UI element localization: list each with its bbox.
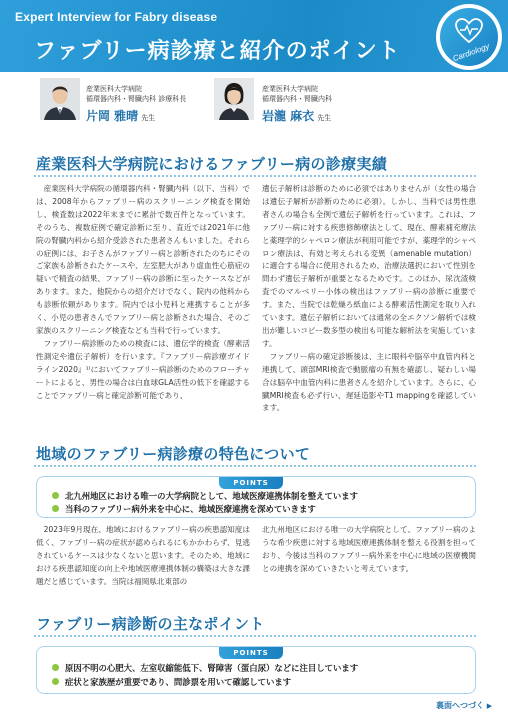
doctor-department: 循環器内科・腎臓内科 (262, 95, 332, 103)
banner-kicker: Expert Interview for Fabry disease (15, 10, 218, 24)
point-item (52, 676, 291, 688)
arrow-right-icon: ▶ (486, 702, 493, 710)
header-banner (0, 0, 508, 72)
heart-icon (454, 18, 484, 44)
doctor-name (262, 107, 331, 124)
section-divider (34, 175, 476, 177)
doctor-name (86, 107, 155, 124)
bullet-icon (52, 505, 59, 512)
doctor-department: 循環器内科・腎臓内科 診療科長 (86, 95, 187, 103)
badge-label: Cardiology (451, 41, 491, 64)
point-text: 原因不明の心肥大、左室収縮能低下、腎障害（蛋白尿）などに注目しています (65, 663, 359, 673)
section-heading: ファブリー病診断の主なポイント (36, 615, 265, 633)
point-text: 症状と家族歴が重要であり、問診票を用いて確認しています (65, 677, 292, 687)
point-item (52, 490, 358, 502)
section1-right-column (262, 183, 476, 415)
section-divider (34, 635, 476, 637)
doctor-hospital: 産業医科大学病院 (86, 85, 142, 93)
cardiology-badge (436, 4, 502, 70)
body-paragraph: 産業医科大学病院の循環器内科・腎臓内科（以下、当科）では、2008年からファブリー病のスクリーニング検査を開始し、検査数は2022年末までに累計で数百件となっています。そのうち、複数症例で確定診断に至り、直近では2021年に他院の腎臓内科から紹介受診された患者さんもいました。それらの症例には、お子さんがファブリー病と診断されたのちにそのご家族も診断されたケースや、左室肥大があり虚血性心筋症の疑いで精査の結果、ファブリー病の診断に至ったケースなどがあります。また、他院からの紹介だけでなく、院内の他科からも診断依頼があります。院内では小児科と連携することが多く、小児の患者さんでファブリー病と診断された場合、そのご家族のスクリーニング検査なども当科で行っています。 (36, 184, 250, 335)
point-item (52, 662, 358, 674)
doctor-affiliation (86, 84, 186, 104)
page-title: ファブリー病診療と紹介のポイント (34, 39, 401, 64)
doctor-photo-kataoka (40, 78, 80, 120)
doctor-honorific: 先生 (141, 114, 156, 122)
doctor-name-text: 片岡 雅晴 (86, 109, 139, 123)
body-paragraph: ファブリー病の確定診断後は、主に眼科や脳卒中血管内科と連携して、頭部MRI検査で動脈瘤の有無を確認し、疑わしい場合は脳卒中血管内科に患者さんを紹介しています。さらに、心臓MRI検査も必ず行い、遅延造影やT1 mappingを確認しています。 (262, 351, 476, 413)
section-heading: 産業医科大学病院におけるファブリー病の診療実績 (36, 155, 388, 173)
point-text: 当科のファブリー病外来を中心に、地域医療連携を深めていきます (65, 504, 316, 514)
next-page-link[interactable] (436, 700, 492, 711)
badge-circle (440, 8, 498, 66)
section-divider (34, 465, 476, 467)
doctor-photo-iwataki (214, 78, 254, 120)
doctor-name-text: 岩瀧 麻衣 (262, 109, 315, 123)
points-label: POINTS (219, 647, 283, 659)
section-heading: 地域のファブリー病診療の特色について (36, 445, 311, 463)
doctor-honorific: 先生 (317, 114, 332, 122)
body-paragraph: ファブリー病診断のための検査には、遺伝学的検査（酵素活性測定や遺伝子解析）を行います。『ファブリー病診療ガイドライン2020』¹⁾においてファブリー病診断のためのフローチャートによると、男性の場合は白血球GLA活性の低下を確認することでファブリー病と確定診断可能であり、 (36, 338, 250, 400)
bullet-icon (52, 664, 59, 671)
section2-left-column (36, 524, 250, 589)
section1-left-column (36, 183, 250, 402)
bullet-icon (52, 678, 59, 685)
bullet-icon (52, 492, 59, 499)
point-text: 北九州地区における唯一の大学病院として、地域医療連携体制を整えています (65, 491, 358, 501)
section2-right-column (262, 524, 476, 576)
next-page-label: 裏面へつづく (436, 701, 484, 710)
points-label: POINTS (219, 477, 283, 489)
doctor-hospital: 産業医科大学病院 (262, 85, 318, 93)
point-item (52, 503, 316, 515)
body-paragraph: 遺伝子解析は診断のために必須ではありませんが（女性の場合は遺伝子解析が診断のために必須）。しかし、当科では男性患者さんの場合も全例で遺伝子解析を行っています。これは、ファブリー病に対する疾患修飾療法として、現在、酵素補充療法と薬理学的シャペロン療法が利用可能ですが、薬理学的シャペロン療法は、有効と考えられる変異（amenable mutation）に適合する場合に使用されるため、治療法選択において性別を問わず遺伝子解析が重要となるためです。このほか、尿沈渣検査でのマルベリー小体の検出はファブリー病の診断に重要です。また、当院では乾燥ろ紙血による酵素活性測定を取り入れています。遺伝子解析においては通常の全エクソン解析では検出が難しいコピー数多型の検出も可能な解析法を実施しています。 (262, 184, 476, 348)
doctor-affiliation (262, 84, 332, 104)
body-paragraph: 2023年9月現在、地域におけるファブリー病の疾患認知度は低く、ファブリー病の症状が認められるにもかかわらず、見逃されているケースは少なくないと思います。そのため、地域における疾患認知度の向上や地域医療連携体制の構築は大きな課題だと感じています。当院は福岡県北東部の (36, 525, 250, 586)
body-paragraph: 北九州地区における唯一の大学病院として、ファブリー病のような希少疾患に対する地域医療連携体制を整える役割を担っており、今後は当科のファブリー病外来を中心に地域の医療機関との連携を深めていきたいと考えています。 (262, 525, 476, 573)
